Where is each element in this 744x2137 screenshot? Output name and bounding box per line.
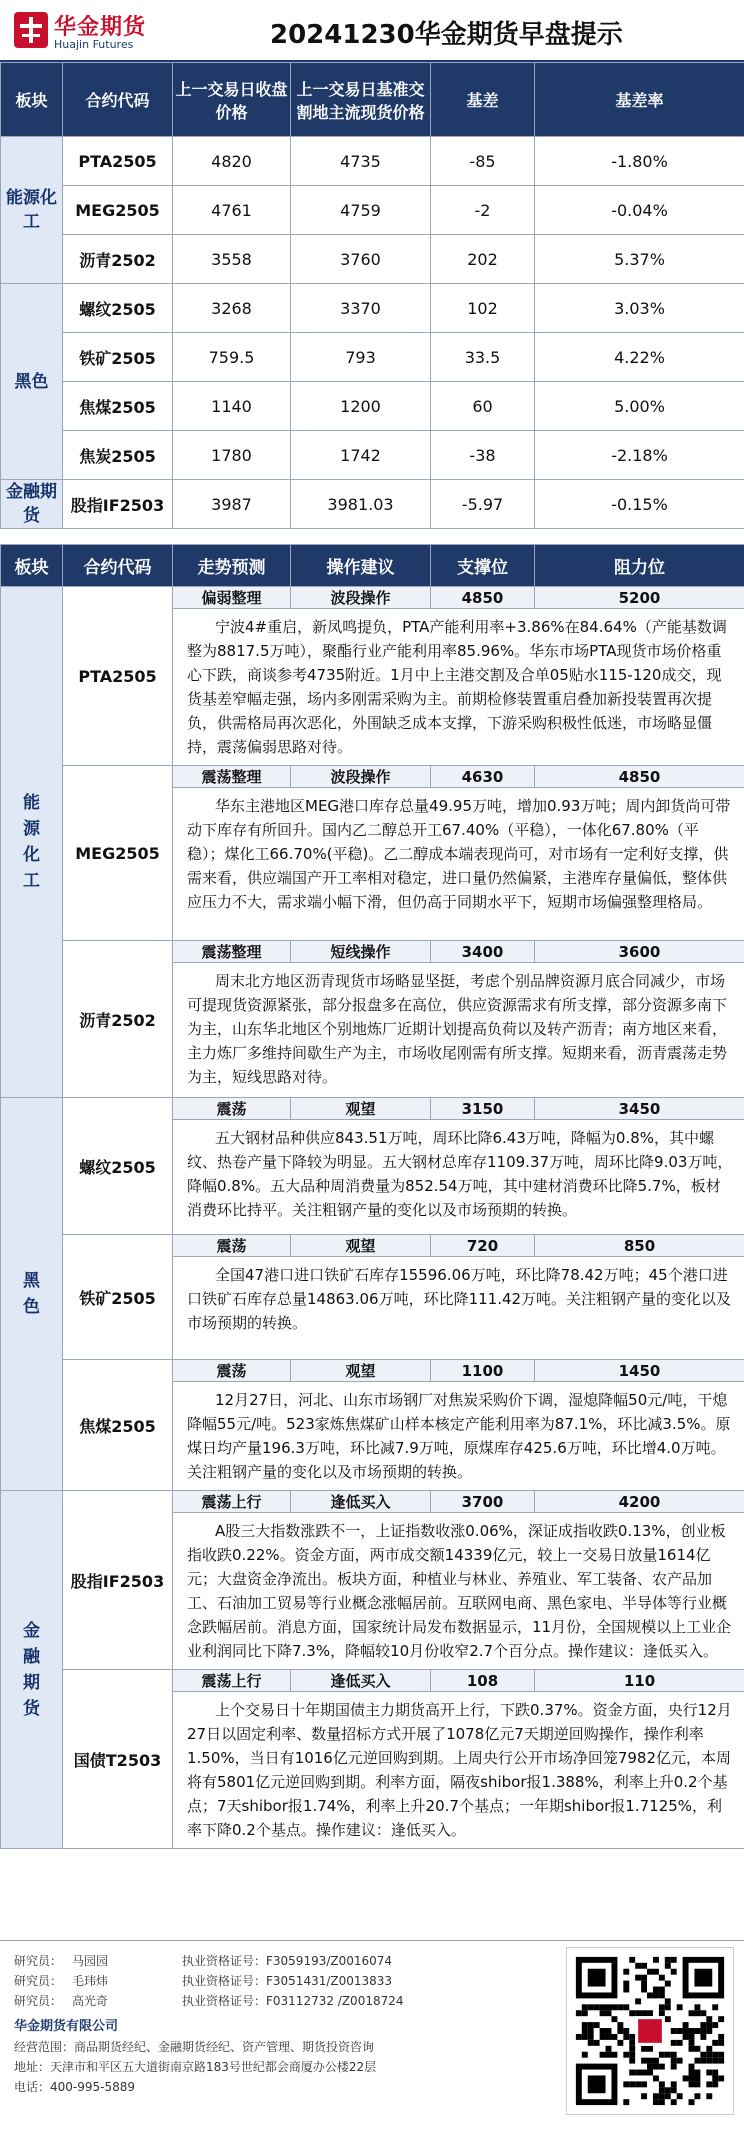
strategy-info-row (1, 587, 744, 609)
spot-price: 3981.03 (291, 480, 431, 529)
basis-rate: -0.15% (535, 480, 744, 529)
company-name: 华金期货有限公司 (14, 2019, 119, 2034)
strategy-col-header: 板块 (1, 545, 63, 587)
strategy-col-header: 合约代码 (63, 545, 173, 587)
basis-row (1, 382, 744, 431)
support-level: 3150 (431, 1098, 535, 1120)
operation-advice: 波段操作 (291, 587, 431, 609)
contract-code: 股指IF2503 (63, 480, 173, 529)
trend-forecast: 震荡 (173, 1098, 291, 1120)
researcher-role: 研究员： (14, 1954, 63, 1968)
basis-value: -2 (431, 186, 535, 235)
basis-col-header: 上一交易日收盘价格 (173, 63, 291, 137)
spot-price: 4735 (291, 137, 431, 186)
support-level: 3400 (431, 941, 535, 963)
market-comment: 12月27日，河北、山东市场钢厂对焦炭采购价下调，湿熄降幅50元/吨，干熄降幅55元/吨。523家炼焦煤矿山样本核定产能利用率为87.1%，环比减3.5%。原煤日均产量196.3万吨，环比减7.9万吨，原煤库存425.6万吨，环比增4.0万吨。关注粗钢产量的变化以及市场预期的转换。 (187, 1391, 731, 1481)
strategy-info-row (1, 1491, 744, 1513)
basis-rate: 5.37% (535, 235, 744, 284)
basis-value: 202 (431, 235, 535, 284)
sector-label: 能源化工 (23, 793, 40, 891)
sector-cell: 金融期货 (1, 480, 63, 529)
basis-rate: -2.18% (535, 431, 744, 480)
market-comment: 华东主港地区MEG港口库存总量49.95万吨，增加0.93万吨；周内卸货尚可带动下库存有所回升。国内乙二醇总开工67.40%（平稳），一体化67.80%（平稳）；煤化工66.70%(平稳)。乙二醇成本端表现尚可，对市场有一定利好支撑，供需来看，供应端国产开工率相对稳定，进口量仍然偏紧，主港库存量偏低，整体供应压力不大，需求端小幅下滑，但仍高于同期水平下，短期市场偏强整理格局。 (187, 797, 731, 911)
operation-advice: 观望 (291, 1360, 431, 1382)
contract-code: 股指IF2503 (63, 1491, 173, 1670)
spot-price: 793 (291, 333, 431, 382)
basis-row (1, 333, 744, 382)
support-level: 4630 (431, 766, 535, 788)
contract-code: PTA2505 (63, 587, 173, 766)
market-comment: 宁波4#重启，新凤鸣提负，PTA产能利用率+3.86%在84.64%（产能基数调整为8817.5万吨），聚酯行业产能利用率85.96%。华东市场PTA现货市场价格重心下跌，商谈参考4735附近。1月中上主港交割及合单05贴水115-120成交，现货基差窄幅走强，场内多刚需采购为主。前期检修装置重启叠加新投装置再次提负，供需格局再次恶化，外围缺乏成本支撑，下游采购积极性低迷，市场略显僵持，震荡偏弱思路对待。 (187, 618, 727, 756)
company-logo (14, 10, 164, 54)
support-level: 4850 (431, 587, 535, 609)
basis-value: 33.5 (431, 333, 535, 382)
basis-row (1, 284, 744, 333)
trend-forecast: 震荡上行 (173, 1670, 291, 1692)
contract-code: 铁矿2505 (63, 333, 173, 382)
sector-cell (1, 1491, 63, 1849)
contract-code: 焦煤2505 (63, 382, 173, 431)
qr-code-icon[interactable] (566, 1947, 734, 2115)
spot-price: 1200 (291, 382, 431, 431)
header (0, 0, 744, 62)
huajin-logo-icon (14, 12, 48, 48)
basis-value: 102 (431, 284, 535, 333)
researcher-cert: 执业资格证号：F03112732 /Z0018724 (182, 1994, 404, 2008)
basis-value: -38 (431, 431, 535, 480)
close-price: 3268 (173, 284, 291, 333)
market-comment-cell (173, 1382, 744, 1491)
trend-forecast: 震荡 (173, 1235, 291, 1257)
operation-advice: 观望 (291, 1235, 431, 1257)
close-price: 1780 (173, 431, 291, 480)
market-comment: 上个交易日十年期国债主力期货高开上行，下跌0.37%。资金方面，央行12月27日以固定利率、数量招标方式开展了1078亿元7天期逆回购操作，操作利率1.50%，当日有1016亿元逆回购到期。上周央行公开市场净回笼7982亿元，本周将有5801亿元逆回购到期。利率方面，隔夜shibor报1.388%，利率上升0.2个基点；7天shibor报1.74%，利率上升20.7个基点；一年期shibor报1.7125%，利率下降0.2个基点。操作建议：逢低买入。 (187, 1701, 732, 1839)
company-phone: 电话：400-995-5889 (14, 2080, 136, 2094)
basis-row (1, 480, 744, 529)
resistance-level: 5200 (535, 587, 744, 609)
strategy-info-row (1, 941, 744, 963)
strategy-info-row (1, 1098, 744, 1120)
researcher-list (14, 1951, 554, 2011)
operation-advice: 逢低买入 (291, 1670, 431, 1692)
resistance-level: 4850 (535, 766, 744, 788)
researcher-name: 高光奇 (72, 1994, 109, 2008)
basis-value: -5.97 (431, 480, 535, 529)
strategy-header-row (1, 545, 744, 587)
contract-code: MEG2505 (63, 766, 173, 941)
sector-cell: 能源化工 (1, 137, 63, 284)
basis-row (1, 186, 744, 235)
market-comment-cell (173, 1513, 744, 1670)
strategy-col-header: 走势预测 (173, 545, 291, 587)
basis-rate: 5.00% (535, 382, 744, 431)
researcher-cert: 执业资格证号：F3051431/Z0013833 (182, 1974, 393, 1988)
spot-price: 4759 (291, 186, 431, 235)
basis-col-header: 上一交易日基准交割地主流现货价格 (291, 63, 431, 137)
contract-code: 螺纹2505 (63, 284, 173, 333)
contract-code: 国债T2503 (63, 1670, 173, 1849)
strategy-table (0, 544, 744, 1849)
strategy-col-header: 阻力位 (535, 545, 744, 587)
support-level: 720 (431, 1235, 535, 1257)
market-comment: 周末北方地区沥青现货市场略显坚挺，考虑个别品牌资源月底合同减少，市场可提现货资源紧张，部分报盘多在高位，供应资源需求有所支撑，部分资源多南下为主，山东华北地区个别地炼厂近期计划提高负荷以及转产沥青；南方地区来看，主力炼厂多维持间歇生产为主，市场收尾刚需有所支撑。短期来看，沥青震荡走势为主，短线思路对待。 (187, 972, 728, 1086)
basis-value: 60 (431, 382, 535, 431)
strategy-info-row (1, 1670, 744, 1692)
sector-cell (1, 587, 63, 1098)
basis-row (1, 235, 744, 284)
market-comment: A股三大指数涨跌不一，上证指数收涨0.06%，深证成指收跌0.13%，创业板指收跌0.22%。资金方面，两市成交额14339亿元，较上一交易日放量1614亿元；大盘资金净流出。板块方面，种植业与林业、养殖业、军工装备、农产品加工、石油加工贸易等行业概念涨幅居前。互联网电商、黑色家电、半导体等行业概念跌幅居前。消息方面，国家统计局发布数据显示，11月份，全国规模以上工业企业利润同比下降7.3%，降幅较10月份收窄2.7个百分点。操作建议：逢低买入。 (187, 1522, 732, 1660)
close-price: 759.5 (173, 333, 291, 382)
basis-rate: 4.22% (535, 333, 744, 382)
contract-code: 铁矿2505 (63, 1235, 173, 1360)
basis-col-header: 基差率 (535, 63, 744, 137)
researcher-role: 研究员： (14, 1974, 63, 1988)
strategy-info-row (1, 1360, 744, 1382)
logo-english-text: Huajin Futures (54, 38, 134, 51)
market-comment: 全国47港口进口铁矿石库存15596.06万吨，环比降78.42万吨；45个港口进口铁矿石库存总量14863.06万吨，环比降111.42万吨。关注粗钢产量的变化以及市场预期的转换。 (187, 1266, 732, 1332)
basis-col-header: 板块 (1, 63, 63, 137)
market-comment-cell (173, 1692, 744, 1849)
resistance-level: 1450 (535, 1360, 744, 1382)
contract-code: 螺纹2505 (63, 1098, 173, 1235)
basis-header-row (1, 63, 744, 137)
support-level: 3700 (431, 1491, 535, 1513)
contract-code: 沥青2502 (63, 235, 173, 284)
spot-price: 3760 (291, 235, 431, 284)
researcher-line (14, 1991, 554, 2011)
sector-cell: 黑色 (1, 284, 63, 480)
spot-price: 1742 (291, 431, 431, 480)
spot-price: 3370 (291, 284, 431, 333)
researcher-name: 毛玮炜 (72, 1974, 109, 1988)
basis-col-header: 合约代码 (63, 63, 173, 137)
trend-forecast: 震荡上行 (173, 1491, 291, 1513)
researcher-cert: 执业资格证号：F3059193/Z0016074 (182, 1954, 393, 1968)
researcher-line (14, 1951, 554, 1971)
company-address: 地址：天津市和平区五大道街南京路183号世纪都会商厦办公楼22层 (14, 2060, 377, 2074)
page-title: 20241230华金期货早盘提示 (270, 20, 623, 50)
strategy-col-header: 支撑位 (431, 545, 535, 587)
market-comment-cell (173, 609, 744, 766)
basis-row (1, 431, 744, 480)
strategy-col-header: 操作建议 (291, 545, 431, 587)
market-comment-cell (173, 1120, 744, 1235)
contract-code: 焦炭2505 (63, 431, 173, 480)
basis-row (1, 137, 744, 186)
basis-rate: -1.80% (535, 137, 744, 186)
contract-code: PTA2505 (63, 137, 173, 186)
trend-forecast: 偏弱整理 (173, 587, 291, 609)
sector-label: 金融期货 (23, 1620, 40, 1719)
market-comment-cell (173, 788, 744, 941)
researcher-name: 马园园 (72, 1954, 109, 1968)
resistance-level: 3450 (535, 1098, 744, 1120)
market-comment-cell (173, 963, 744, 1098)
sector-cell (1, 1098, 63, 1491)
company-info (14, 2037, 544, 2097)
market-comment: 五大钢材品种供应843.51万吨，周环比降6.43万吨，降幅为0.8%，其中螺纹、热卷产量下降较为明显。五大钢材总库存1109.37万吨，周环比降9.03万吨，降幅0.8%。五大品种周消费量为852.54万吨，其中建材消费环比降5.7%，板材消费环比持平。关注粗钢产量的变化以及市场预期的转换。 (187, 1129, 733, 1219)
close-price: 3558 (173, 235, 291, 284)
trend-forecast: 震荡 (173, 1360, 291, 1382)
contract-code: 焦煤2505 (63, 1360, 173, 1491)
operation-advice: 波段操作 (291, 766, 431, 788)
contract-code: MEG2505 (63, 186, 173, 235)
logo-chinese-text: 华金期货 (54, 15, 147, 40)
business-scope: 经营范围：商品期货经纪、金融期货经纪、资产管理、期货投资咨询 (14, 2040, 375, 2054)
close-price: 3987 (173, 480, 291, 529)
basis-value: -85 (431, 137, 535, 186)
close-price: 1140 (173, 382, 291, 431)
researcher-role: 研究员： (14, 1994, 63, 2008)
resistance-level: 850 (535, 1235, 744, 1257)
basis-table (0, 62, 744, 529)
trend-forecast: 震荡整理 (173, 941, 291, 963)
operation-advice: 逢低买入 (291, 1491, 431, 1513)
resistance-level: 3600 (535, 941, 744, 963)
basis-col-header: 基差 (431, 63, 535, 137)
basis-rate: -0.04% (535, 186, 744, 235)
contract-code: 沥青2502 (63, 941, 173, 1098)
operation-advice: 短线操作 (291, 941, 431, 963)
close-price: 4761 (173, 186, 291, 235)
close-price: 4820 (173, 137, 291, 186)
market-comment-cell (173, 1257, 744, 1360)
support-level: 108 (431, 1670, 535, 1692)
basis-rate: 3.03% (535, 284, 744, 333)
strategy-info-row (1, 1235, 744, 1257)
footer (0, 1940, 744, 2137)
operation-advice: 观望 (291, 1098, 431, 1120)
strategy-info-row (1, 766, 744, 788)
sector-label: 黑色 (23, 1271, 40, 1317)
resistance-level: 110 (535, 1670, 744, 1692)
support-level: 1100 (431, 1360, 535, 1382)
resistance-level: 4200 (535, 1491, 744, 1513)
researcher-line (14, 1971, 554, 1991)
trend-forecast: 震荡整理 (173, 766, 291, 788)
